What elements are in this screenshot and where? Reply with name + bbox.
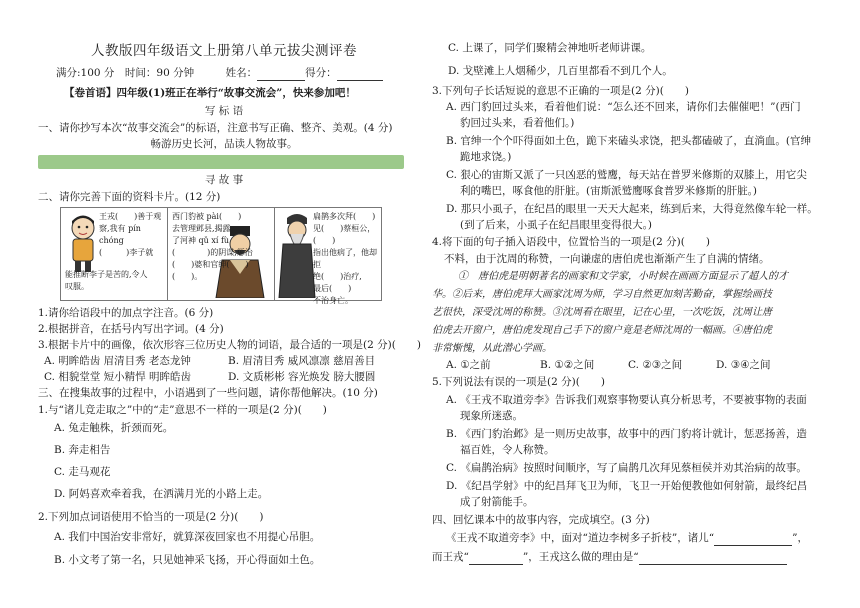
q3-5-option-b[interactable]: B. 《西门豹治邺》是一则历史故事，故事中的西门豹将计就计，惩恶扬善，造 bbox=[446, 428, 807, 440]
card-line: 见( )蔡桓公， bbox=[313, 224, 376, 233]
q2-option-b[interactable]: B. 眉清目秀 威风凛凛 慈眉善目 bbox=[228, 355, 376, 367]
question-2: 二、请你完善下面的资料卡片。(12 分) bbox=[38, 191, 221, 203]
card-line: 能推断李子是苦的,令人 bbox=[65, 270, 148, 279]
q3-4-option-c[interactable]: C. ②③之间 bbox=[628, 359, 683, 371]
q3-3-option-b[interactable]: B. 官绅一个个吓得面如土色，跪下来磕头求饶，把头都磕破了，直淌血。(官绅 bbox=[446, 135, 811, 147]
q2-option-a[interactable]: A. 明眸皓齿 眉清目秀 老态龙钟 bbox=[44, 355, 191, 367]
card-wangrong bbox=[61, 208, 168, 300]
card-line: ( )婆和官绅( ) bbox=[172, 260, 249, 269]
question-3: 三、在搜集故事的过程中，小语遇到了一些问题，请你帮他解决。(10 分) bbox=[38, 387, 378, 399]
q3-2-option-c[interactable]: C. 上课了，同学们聚精会神地听老师讲课。 bbox=[448, 42, 652, 54]
q4-text: 《王戎不取道旁李》中，面对“道边李树多子折枝”，诸儿“ bbox=[446, 532, 715, 544]
card-line: 去管理邺县,揭露 bbox=[172, 224, 231, 233]
q3-sub2: 2.下列加点词语使用不恰当的一项是(2 分)( ) bbox=[38, 511, 264, 523]
insert-sentence: 不料，由于沈周的称赞，一向谦虚的唐伯虎也渐渐产生了自满的情绪。 bbox=[444, 253, 770, 265]
q3-2-option-a[interactable]: A. 我们中国治安非常好，就算深夜回家也不用提心吊胆。 bbox=[54, 531, 321, 543]
slogan-text: 畅游历史长河，品读人物故事。 bbox=[150, 138, 298, 150]
q3-5-option-a-cont: 现象所迷惑。 bbox=[460, 410, 523, 422]
card-line: 不治身亡。 bbox=[313, 296, 353, 305]
blank-field[interactable] bbox=[714, 534, 792, 546]
q2-sub3: 3.根据卡片中的画像，依次形容三位历史人物的词语，最合适的一项是(2 分)( ) bbox=[38, 339, 421, 351]
q2-option-c[interactable]: C. 相貌堂堂 短小精悍 明眸皓齿 bbox=[44, 371, 192, 383]
card-line: 察,我有 pín chóng bbox=[99, 224, 141, 245]
section-heading-slogan: 写 标 语 bbox=[204, 105, 244, 117]
card-line: 叹服。 bbox=[65, 282, 89, 291]
q3-sub5: 5.下列说法有误的一项是(2 分)( ) bbox=[432, 376, 605, 388]
q3-1-option-b[interactable]: B. 奔走相告 bbox=[54, 444, 111, 456]
question-4: 四、回忆课本中的故事内容，完成填空。(3 分) bbox=[432, 514, 650, 526]
card-bianque bbox=[275, 208, 381, 305]
card-line: ( )。 bbox=[172, 272, 203, 281]
q3-5-option-d-cont: 成了射箭能手。 bbox=[460, 496, 534, 508]
passage-line: 艺很快，深受沈周的称赞。③沈周看在眼里，记在心里，一次吃饭，沈周让唐 bbox=[432, 307, 772, 318]
q3-5-option-a[interactable]: A. 《王戎不取道旁李》告诉我们观察事物要认真分析思考，不要被事物的表面 bbox=[446, 394, 807, 406]
q4-text: ”， bbox=[792, 532, 808, 544]
passage-line: ① 唐伯虎是明朝著名的画家和文学家，小时候在画画方面显示了超人的才 bbox=[458, 271, 788, 282]
q3-2-option-b[interactable]: B. 小文考了第一名，只见她神采飞扬，开心得面如土色。 bbox=[54, 554, 321, 566]
q3-4-option-a[interactable]: A. ①之前 bbox=[446, 359, 491, 371]
q3-1-option-a[interactable]: A. 兔走触株，折颈而死。 bbox=[54, 422, 174, 434]
score-line-text: 满分:100 分 时间：90 分钟 姓名： bbox=[56, 67, 258, 79]
blank-field[interactable] bbox=[639, 553, 787, 565]
q3-1-option-c[interactable]: C. 走马观花 bbox=[54, 466, 111, 478]
q3-3-option-c[interactable]: C. 狠心的宙斯又派了一只凶恶的鹫鹰，每天站在普罗米修斯的双膝上，用它尖 bbox=[446, 169, 807, 181]
q3-5-option-d[interactable]: D. 《纪昌学射》中的纪昌拜飞卫为师，飞卫一开始便教他如何射箭，最终纪昌 bbox=[446, 480, 808, 492]
q2-sub2: 2.根据拼音，在括号内写出字词。(4 分) bbox=[38, 323, 224, 335]
passage-line: 伯虎去开窗户，唐伯虎发现自己手下的窗户竟是老师沈周的一幅画。④唐伯虎 bbox=[432, 325, 772, 336]
passage-line: 华。②后来，唐伯虎拜大画家沈周为师，学习自然更加刻苦勤奋，掌握绘画技 bbox=[432, 289, 772, 300]
q3-1-option-d[interactable]: D. 阿妈喜欢牵着我，在洒满月光的小路上走。 bbox=[54, 488, 269, 500]
q3-5-option-b-cont: 福百姓，令人称赞。 bbox=[460, 444, 555, 456]
card-line: 了河神 qǔ xí fù bbox=[172, 236, 230, 245]
q3-sub4: 4.将下面的句子插入语段中，位置恰当的一项是(2 分)( ) bbox=[432, 236, 710, 248]
q3-2-option-d[interactable]: D. 戈壁滩上人烟稀少，几百里都看不到几个人。 bbox=[448, 65, 673, 77]
q2-sub1: 1.请你给语段中的加点字注音。(6 分) bbox=[38, 307, 214, 319]
card-line: ( )李子就 bbox=[99, 248, 154, 257]
handwriting-bar[interactable] bbox=[38, 155, 404, 169]
card-line: 绝( )治疗, bbox=[313, 272, 362, 281]
q2-option-d[interactable]: D. 文质彬彬 容光焕发 膀大腰圆 bbox=[228, 371, 376, 383]
info-cards bbox=[60, 207, 382, 305]
q3-3-option-b-cont: 跪地求饶。) bbox=[460, 151, 512, 163]
blank-field[interactable] bbox=[469, 553, 523, 565]
q3-5-option-c[interactable]: C. 《扁鹊治病》按照时间顺序，写了扁鹊几次拜见蔡桓侯并劝其治病的故事。 bbox=[446, 462, 807, 474]
card-line: 指出他病了，他却拒 bbox=[313, 248, 377, 269]
card-line: 西门豹被 pài( ) bbox=[172, 212, 242, 221]
page-title: 人教版四年级语文上册第八单元拔尖测评卷 bbox=[91, 43, 357, 59]
q4-text: ”，王戎这么做的理由是“ bbox=[522, 551, 639, 563]
section-heading-story: 寻 故 事 bbox=[204, 174, 244, 186]
q3-4-option-d[interactable]: D. ③④之间 bbox=[716, 359, 771, 371]
q3-sub1: 1.与“诸儿竞走取之”中的“走”意思不一样的一项是(2 分)( ) bbox=[38, 404, 327, 416]
passage-line: 非常惭愧，从此潜心学画。 bbox=[432, 343, 552, 354]
card-line: ( ) bbox=[313, 236, 336, 245]
preface: 【卷首语】四年级(1)班正在举行“故事交流会”，快来参加吧！ bbox=[64, 87, 356, 99]
card-line: 最后( ) bbox=[313, 284, 352, 293]
q3-3-option-d-cont: (到了后来，小虱子在纪昌眼里变得很大。) bbox=[460, 219, 652, 231]
score-label: 得分： bbox=[305, 67, 337, 79]
name-field[interactable] bbox=[257, 69, 305, 81]
q3-3-option-a[interactable]: A. 西门豹回过头来，看着他们说：“怎么还不回来，请你们去催催吧！”(西门 bbox=[446, 101, 801, 113]
card-ximenbao bbox=[168, 208, 275, 300]
score-line bbox=[56, 66, 383, 81]
score-field[interactable] bbox=[337, 69, 383, 81]
q3-3-option-a-cont: 豹回过头来，看着他们。) bbox=[460, 117, 575, 129]
q4-line-2 bbox=[432, 550, 787, 565]
card-line: 王戎( )善于观 bbox=[99, 212, 162, 221]
card-line: 扁鹊多次拜( ) bbox=[313, 212, 376, 221]
q4-text: 而王戎“ bbox=[432, 551, 469, 563]
question-1: 一、请你抄写本次“故事交流会”的标语，注意书写正确、整齐、美观。(4 分) bbox=[38, 122, 393, 134]
q3-sub3: 3.下列句子长话短说的意思不正确的一项是(2 分)( ) bbox=[432, 85, 689, 97]
q3-3-option-c-cont: 利的嘴巴，啄食他的肝脏。(宙斯派鹫鹰啄食普罗米修斯的肝脏。) bbox=[460, 185, 757, 197]
q3-3-option-d[interactable]: D. 那只小虱子，在纪昌的眼里一天天大起来，练到后来，大得竟然像车轮一样。 bbox=[446, 203, 818, 215]
q4-line-1 bbox=[446, 531, 808, 546]
card-line: ( )的阴谋,惩治 bbox=[172, 248, 253, 257]
q3-4-option-b[interactable]: B. ①②之间 bbox=[540, 359, 595, 371]
